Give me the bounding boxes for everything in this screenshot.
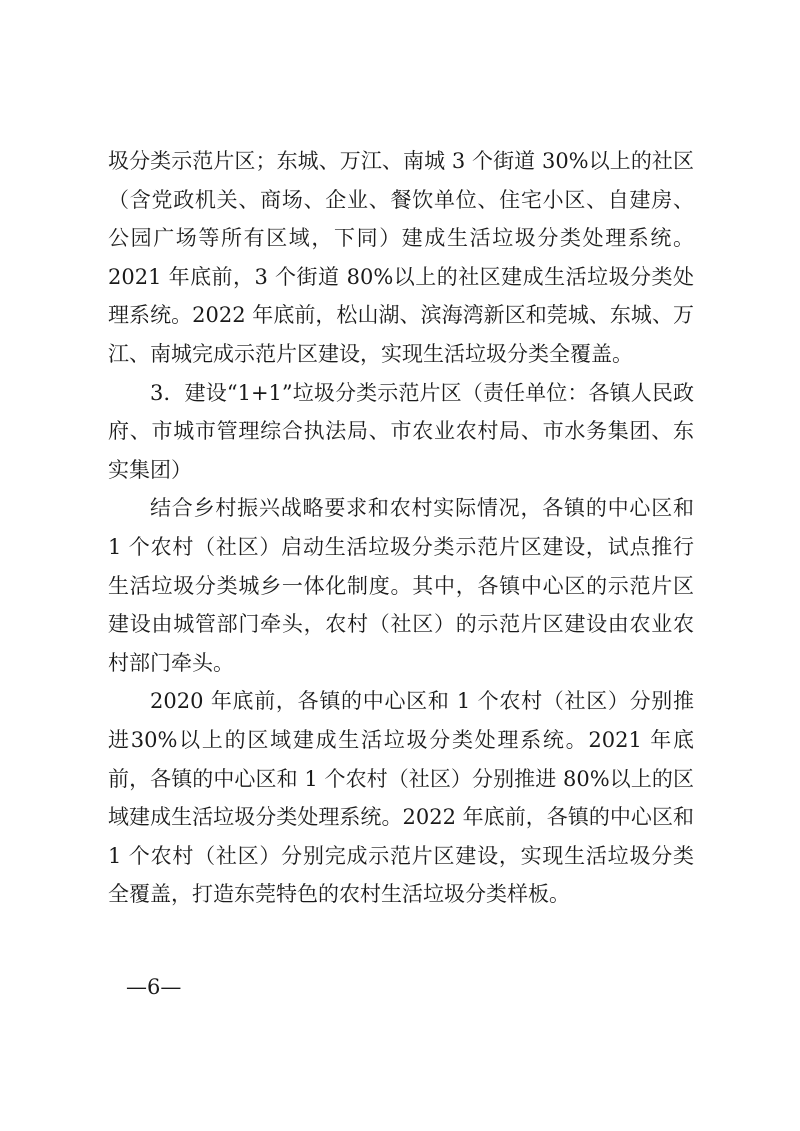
paragraph-rural-pilot: 结合乡村振兴战略要求和农村实际情况，各镇的中心区和 1 个农村（社区）启动生活垃圾分类示范片区建设，试点推行生活垃圾分类城乡一体化制度。其中，各镇中心区的示范片区建设由城管部门牵头，农村（社区）的示范片区建设由农业农村部门牵头。 — [108, 496, 694, 675]
page-number: —6— — [126, 975, 182, 999]
document-body — [108, 142, 694, 914]
section-heading-3: 3．建设“1+1”垃圾分类示范片区（责任单位：各镇人民政府、市城市管理综合执法局、市农业农村局、市水务集团、东实集团） — [108, 380, 694, 482]
paragraph-continuation: 圾分类示范片区；东城、万江、南城 3 个街道 30%以上的社区（含党政机关、商场、企业、餐饮单位、住宅小区、自建房、公园广场等所有区域，下同）建成生活垃圾分类处理系统。2021 年底前，3 个街道 80%以上的社区建成生活垃圾分类处理系统。2022 年底前，松山湖、滨海湾新区和莞城、东城、万江、南城完成示范片区建设，实现生活垃圾分类全覆盖。 — [108, 149, 694, 366]
paragraph-timeline: 2020 年底前，各镇的中心区和 1 个农村（社区）分别推进30%以上的区域建成生活垃圾分类处理系统。2021 年底前，各镇的中心区和 1 个农村（社区）分别推进 80%以上的区域建成生活垃圾分类处理系统。2022 年底前，各镇的中心区和 1 个农村（社区）分别完成示范片区建设，实现生活垃圾分类全覆盖，打造东莞特色的农村生活垃圾分类样板。 — [108, 689, 694, 907]
